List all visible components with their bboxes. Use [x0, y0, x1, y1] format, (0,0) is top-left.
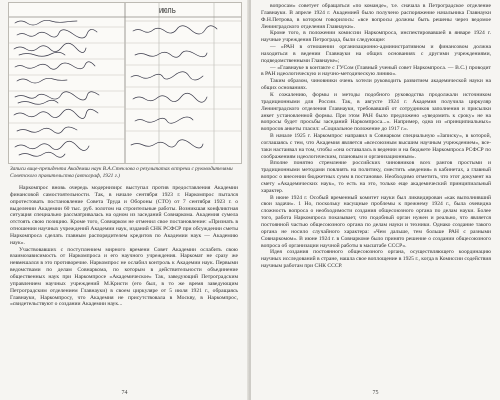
- figure-header-label: ИЮЛЬ: [159, 7, 176, 15]
- figure-caption: Записи вице-президента Академии наук В.А.Стеклова о результатах встречи с руководителями Советского правительства (автограф, 1921 г.): [10, 166, 233, 179]
- paragraph: Идея создания постоянного общесоюзного органа, осуществляющего координацию научных исследований в стране, нашла свое воплощение в 1925 г., когда в Комиссии содействия научным работам при СНК СССР.: [261, 249, 491, 270]
- paragraph: вопросам» советует обращаться «по команде», т.е. сначала в Петроградское отделение Главнауки. В апреле 1924 г. Академией было получено распоряжение начальника Главнауки Ф.Н.Петрова, в котором говорилось: «все вопросы должны быть решены через ведомое Ленинградского отделения Главнауки».: [261, 3, 491, 30]
- paragraph: — «РАН в отношении организационно-административном и финансовом должна находиться в ведении Главнауки на общих основаниях с другими учреждениями, подведомственными Главнауке»;: [261, 44, 491, 64]
- paragraph: Вполне понятно стремление российских чиновников всех рангов простыми и традиционными методами повлиять на политику, сместить «ведения» в кабинетах, а главный вопрос о внесении бюджетных сумм в постановке. Необходимо отметить, что этот документ на смету «Академических наук», то есть на это, только еще академический принципиальный характер.: [261, 160, 491, 194]
- handwritten-notes-image: [9, 3, 241, 163]
- left-page-body: [10, 185, 238, 385]
- paragraph: Таким образом, чиновники очень хотели руководить развитием академической науки на общих основаниях.: [261, 78, 491, 92]
- paragraph: В начале 1925 г. Наркомпрос направил в Совнарком специальную «Записку», в которой, соглашаясь с тем, что Академия является «всесоюзным высшим научным учреждением», все-таки настаивал на том, чтобы «она оставалась в ведении и на бюджете Наркомпроса РСФСР по соображениям идеологическим, плановым и организационным».: [261, 133, 491, 160]
- paragraph: К сожалению, формы и методы подобного руководства продолжали источником традиционными для России. Так, в августе 1924 г. Академия получила циркуляр Ленинградского отделения Главнауки, требовавший от сотрудников заполнения и присылки анкет установленной формы. При этом РАН было предложено «уведомить к сроку» не на вопросы будет просьбы заседаний Наркомпроса...». Например, одна из «принципиальных» вопросов анкеты гласил: «Социальное положение до 1917 г.».: [261, 91, 491, 133]
- paragraph: В июне 1924 г. Особый временный комитет науки был ликвидирован «как выполнивший свои задачи». 1 Но, поскольку насущные проблемы к прежнему 1924 г., была очевидна сложность вопроса о необходимости создания общесоюзного органа по делам науки. Более того, работа Наркомпроса показывает, что подобный орган нужен и реально, что является постоянной частью общесоюзного органа по делам науки и техники. Однако создание такого органа не носило случайного характера: «Чем дальше, тем больше РАН с разными Совнаркомом». В июне 1924 г. в Совнаркоме было принято решение о создании общесоюзного вопроса об организации научной работы в масштабе СССР».: [261, 194, 491, 249]
- paragraph: Кроме того, в положении комиссии Наркомпроса, инспектировавшей в январе 1924 г. научные учреждения Петрограда, были следующие:: [261, 30, 491, 44]
- paragraph: Наркомпрос вновь очередь модернизирс выступал против предоставления Академии финансовой самостоятельности. Так, в начале сентября 1923 г. Наркомпрос пытался опротестовать постановление Совета Труда и Обороны (СТО) от 7 сентября 1923 г. о выделении Академии 60 тыс. руб. золотом на строительные работы. Возникшая конфликтная ситуация специально рассматривалась на одном из заседаний Совнаркома. Академия сумела отстоять свою позицию. Кроме того, Совнарком не отменил свое постановление: «Признать в отношении научных учреждений Академии наук, изданий СНК РСФСР при обсуждении сметы Наркомпроса сделать главным распорядителем кредитов по Академии наук — Академию наук».: [10, 185, 238, 246]
- manuscript-figure: [8, 2, 242, 164]
- right-page: [251, 0, 500, 400]
- left-page: [0, 0, 249, 400]
- right-page-body: [261, 3, 491, 387]
- paragraph: Участвовавших с поступлением мирного времени Совет Академии ослабить свою взаимозависимость от Наркомпроса и его научного учреждения. Наркомат не сразу же невмешался в это противоречие. Наркомпрос не ослабил контроль к Академии наук. Первыми ведомствами по делам Совнаркома, по которым в действительности объединение общественных наук при Наркомпросе «Академическое» Так, заведующий Петроградским управлением научных учреждений М.Кристи (его был, в то же время заведующим Петроградским отделением Главнауки) в своем циркуляре от 5 июля 1921 г., обращаясь Главнауки, Наркомпросу, что Академия не присутствовала в Москву, в Наркомпрос, «свидетельствуют о создании Академии наук...: [10, 246, 238, 308]
- page-number-right: 75: [372, 390, 379, 396]
- page-number-left: 74: [121, 390, 128, 396]
- paragraph: — «Главнауке в контакте с ГУСом (Главный ученый совет Наркомпроса. — В.С.) проводит в РАН идеологическую и научно-методическую линию».: [261, 64, 491, 78]
